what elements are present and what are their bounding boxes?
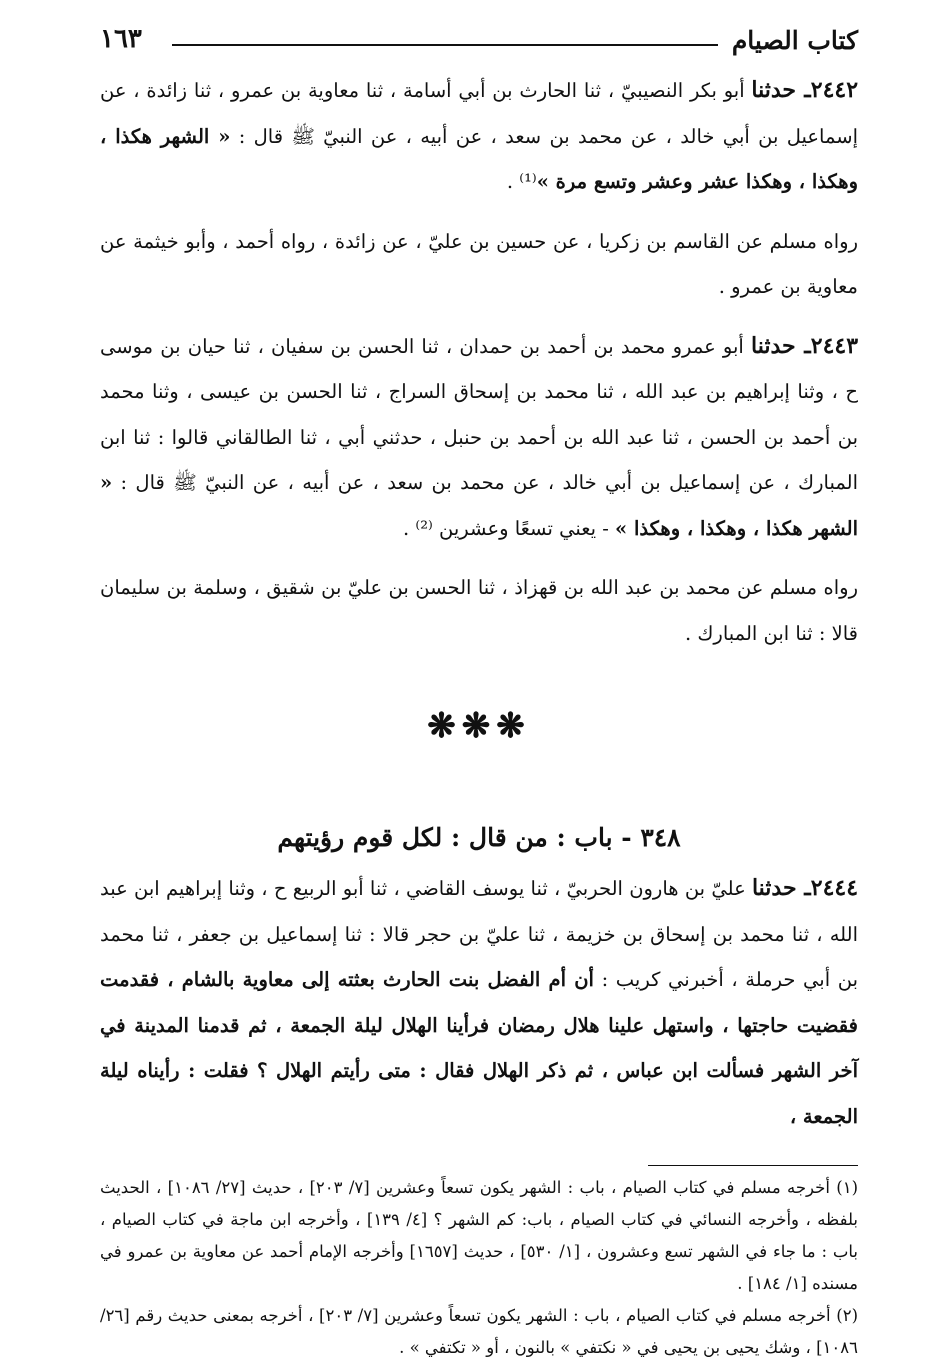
hadith-text: أبو عمرو محمد بن أحمد بن حمدان ، ثنا الحسن بن سفيان ، ثنا حيان بن موسى ح ، وثنا إبراهيم بن عبد الله ، ثنا محمد بن إسحاق السراج ، ثنا الحسن بن عيسى ، وثنا محمد بن أحمد بن الحسن ، ثنا عبد الله بن أحمد بن حنبل ، حدثني أبي ، ثنا الطالقاني قالوا : ثنا ابن المبارك ، عن إسماعيل بن أبي خالد ، عن محمد بن سعد ، عن أبيه ، عن النبيّ ﷺ قال :	[100, 334, 858, 494]
haddathana-word: ـ حدثنا	[751, 77, 811, 103]
hadith-number: ٢٤٤٤	[810, 875, 859, 901]
hadith-number: ٢٤٤٢	[810, 77, 859, 103]
document-page	[100, 18, 858, 1364]
footnote-1: (١) أخرجه مسلم في كتاب الصيام ، باب : الشهر يكون تسعاً وعشرين [٧/ ٢٠٣] ، حديث [٢٧/ ١٠٨٦] ، الحديث بلفظه ، وأخرجه النسائي في كتاب الصيام ، باب: كم الشهر ؟ [٤/ ١٣٩] ، وأخرجه ابن ماجة في كتاب الصيام ، باب : ما جاء في الشهر تسع وعشرون ، [١/ ٥٣٠] ، حديث [١٦٥٧] وأخرجه الإمام أحمد عن معاوية بن عمرو في مسنده [١/ ١٨٤] .	[100, 1178, 859, 1293]
hadith-2442	[100, 68, 858, 205]
prophetic-quote: « الشهر هكذا ، وهكذا ، وهكذا »	[100, 471, 858, 540]
book-title: كتاب الصيام	[731, 26, 858, 55]
hadith-2443	[100, 324, 858, 552]
prophetic-quote: « الشهر هكذا ، وهكذا ، وهكذا عشر وعشر وتسع مرة »	[100, 124, 858, 193]
footnote-2: (٢) أخرجه مسلم في كتاب الصيام ، باب : الشهر يكون تسعاً وعشرين [٧/ ٢٠٣] ، أخرجه بمعنى حديث رقم [٢٦/ ١٠٨٦] ، وشك يحيى بن يحيى في « نكتفي » بالنون ، أو « تكتفي » .	[100, 1306, 858, 1357]
footnote-ref: ⁽¹⁾ .	[506, 170, 537, 193]
footnote-rule	[648, 1165, 858, 1166]
chapter-heading: ٣٤٨ - باب : من قال : لكل قوم رؤيتهم	[277, 823, 681, 852]
haddathana-word: ـ حدثنا	[751, 875, 811, 901]
running-header	[100, 18, 858, 68]
header-rule	[172, 44, 718, 46]
riwaya-paragraph: رواه مسلم عن محمد بن عبد الله بن قهزاذ ، ثنا الحسن بن عليّ بن شقيق ، وسلمة بن سليمان قالا : ثنا ابن المبارك .	[100, 576, 858, 645]
hadith-2444	[100, 866, 858, 1139]
haddathana-word: ـ حدثنا	[751, 332, 811, 359]
hadith-text-tail: - يعني تسعًا وعشرين ⁽²⁾ .	[403, 516, 616, 540]
narration-bold: أن أم الفضل بنت الحارث بعثته إلى معاوية بالشام ، فقدمت فقضيت حاجتها ، واستهل علينا هلال رمضان فرأينا الهلال ليلة الجمعة ، ثم قدمنا المدينة في آخر الشهر فسألت ابن عباس ، ثم ذكر الهلال فقال : متى رأيتم الهلال ؟ فقلت : رأيناه ليلة الجمعة ،	[100, 968, 858, 1128]
section-separator: ❋❋❋	[427, 706, 531, 746]
hadith-text: أبو بكر النصيبيّ ، ثنا الحارث بن أبي أسامة ، ثنا معاوية بن عمرو ، ثنا زائدة ، عن إسماعيل بن أبي خالد ، عن محمد بن سعد ، عن أبيه ، عن النبيّ ﷺ قال :	[100, 79, 858, 148]
riwaya-paragraph: رواه مسلم عن القاسم بن زكريا ، عن حسين بن عليّ ، عن زائدة ، رواه أحمد ، وأبو خيثمة عن معاوية بن عمرو .	[100, 229, 858, 298]
hadith-number: ٢٤٤٣	[810, 332, 859, 359]
hadith-text: عليّ بن هارون الحربيّ ، ثنا يوسف القاضي ، ثنا أبو الربيع ح ، وثنا إبراهيم ابن عبد الله ، ثنا محمد بن إسحاق بن خزيمة ، ثنا عليّ بن حجر قالا : ثنا إسماعيل بن جعفر ، ثنا محمد بن أبي حرملة ، أخبرني كريب :	[100, 877, 858, 991]
page-number: ١٦٣	[100, 24, 142, 54]
